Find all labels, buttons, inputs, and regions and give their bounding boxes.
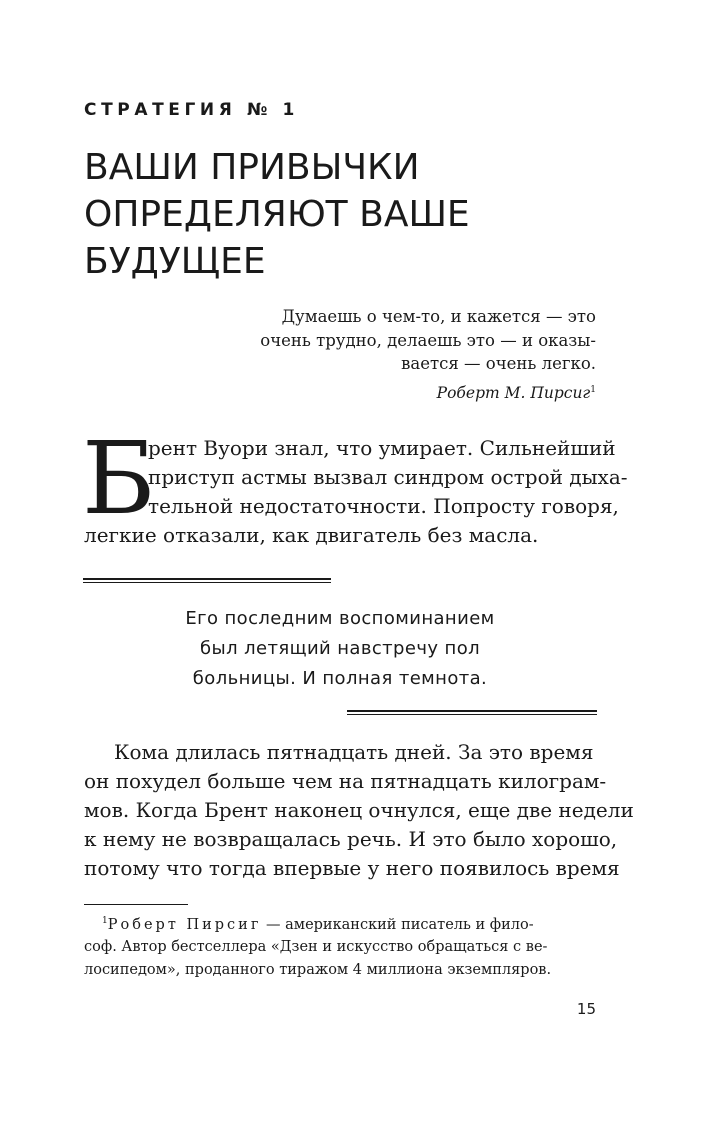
drop-cap: Б bbox=[82, 420, 156, 537]
footnote-reference: 1 bbox=[590, 384, 596, 395]
epigraph-line: очень трудно, делаешь это — и оказы- bbox=[260, 330, 596, 350]
paragraph-line: тельной недостаточности. Попросту говоря, bbox=[148, 494, 619, 518]
paragraph-line: мов. Когда Брент наконец очнулся, еще две недели bbox=[84, 798, 634, 822]
epigraph-line: Думаешь о чем-то, и кажется — это bbox=[281, 307, 596, 326]
paragraph-line: потому что тогда впервые у него появилось время bbox=[84, 856, 620, 880]
pull-quote-top-rule bbox=[83, 578, 331, 583]
body-paragraph bbox=[84, 738, 634, 883]
footnote-separator bbox=[84, 904, 188, 905]
chapter-title-line: БУДУЩЕЕ bbox=[84, 241, 266, 282]
footnote-text: — американский писатель и фило- bbox=[261, 916, 534, 933]
epigraph-author-name: Роберт М. Пирсиг bbox=[436, 384, 591, 402]
chapter-title bbox=[84, 144, 644, 285]
epigraph-line: вается — очень легко. bbox=[401, 354, 596, 373]
paragraph-line: рент Вуори знал, что умирает. Сильнейший bbox=[148, 436, 616, 460]
paragraph-line: легкие отказали, как двигатель без масла. bbox=[84, 523, 539, 547]
chapter-title-line: ВАШИ ПРИВЫЧКИ bbox=[84, 147, 420, 188]
epigraph bbox=[250, 305, 596, 376]
footnote-line bbox=[84, 910, 596, 936]
epigraph-author bbox=[250, 384, 596, 402]
footnote bbox=[84, 910, 596, 981]
opening-paragraph bbox=[84, 434, 628, 550]
chapter-title-line: ОПРЕДЕЛЯЮТ ВАШЕ bbox=[84, 194, 470, 235]
footnote-marker: 1 bbox=[102, 916, 108, 926]
pull-quote-bottom-rule bbox=[347, 710, 597, 715]
footnote-line: соф. Автор бестселлера «Дзен и искусство обращаться с ве- bbox=[84, 939, 548, 956]
strategy-label: СТРАТЕГИЯ № 1 bbox=[84, 100, 299, 120]
paragraph-line: к нему не возвращалась речь. И это было хорошо, bbox=[84, 827, 618, 851]
footnote-name: Роберт Пирсиг bbox=[107, 916, 262, 933]
paragraph-line: приступ астмы вызвал синдром острой дыха- bbox=[148, 465, 628, 489]
paragraph-line: он похудел больше чем на пятнадцать килограм- bbox=[84, 769, 607, 793]
footnote-line: лосипедом», проданного тиражом 4 миллиона экземпляров. bbox=[84, 961, 552, 978]
pull-quote-line: был летящий навстречу пол bbox=[199, 638, 481, 659]
paragraph-line: Кома длилась пятнадцать дней. За это время bbox=[114, 740, 594, 764]
pull-quote-line: Его последним воспоминанием bbox=[185, 608, 495, 629]
pull-quote-line: больницы. И полная темнота. bbox=[192, 668, 488, 689]
page-number: 15 bbox=[576, 1000, 596, 1018]
pull-quote bbox=[120, 604, 560, 694]
